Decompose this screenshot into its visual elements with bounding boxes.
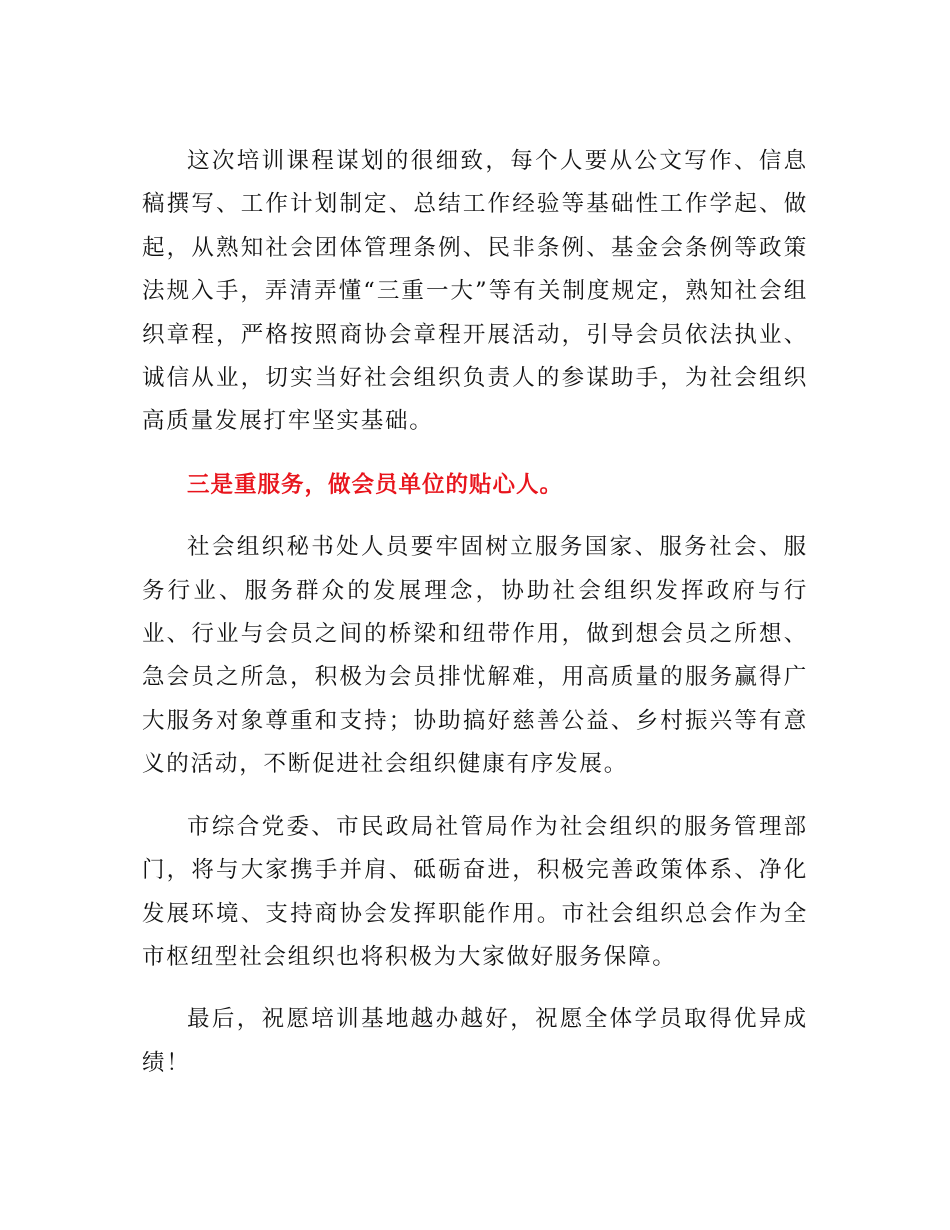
document-body bbox=[142, 140, 808, 1085]
section-heading-service: 三是重服务，做会员单位的贴心人。 bbox=[187, 471, 564, 498]
paragraph-department-support: 市综合党委、市民政局社管局作为社会组织的服务管理部门，将与大家携手并肩、砥砺奋进，积极完善政策体系、净化发展环境、支持商协会发挥职能作用。市社会组织总会作为全市枢纽型社会组织也将积极为大家做好服务保障。 bbox=[142, 813, 808, 970]
paragraph-training-course: 这次培训课程谋划的很细致，每个人要从公文写作、信息稿撰写、工作计划制定、总结工作经验等基础性工作学起、做起，从熟知社会团体管理条例、民非条例、基金会条例等政策法规入手，弄清弄懂“三重一大”等有关制度规定，熟知社会组织章程，严格按照商协会章程开展活动，引导会员依法执业、诚信从业，切实当好社会组织负责人的参谋助手，为社会组织高质量发展打牢坚实基础。 bbox=[142, 148, 808, 435]
paragraph-service-philosophy: 社会组织秘书处人员要牢固树立服务国家、服务社会、服务行业、服务群众的发展理念，协助社会组织发挥政府与行业、行业与会员之间的桥梁和纽带作用，做到想会员之所想、急会员之所急，积极为会员排忧解难，用高质量的服务赢得广大服务对象尊重和支持；协助搞好慈善公益、乡村振兴等有意义的活动，不断促进社会组织健康有序发展。 bbox=[142, 534, 808, 778]
paragraph-closing-wishes: 最后，祝愿培训基地越办越好，祝愿全体学员取得优异成绩！ bbox=[142, 1006, 808, 1076]
